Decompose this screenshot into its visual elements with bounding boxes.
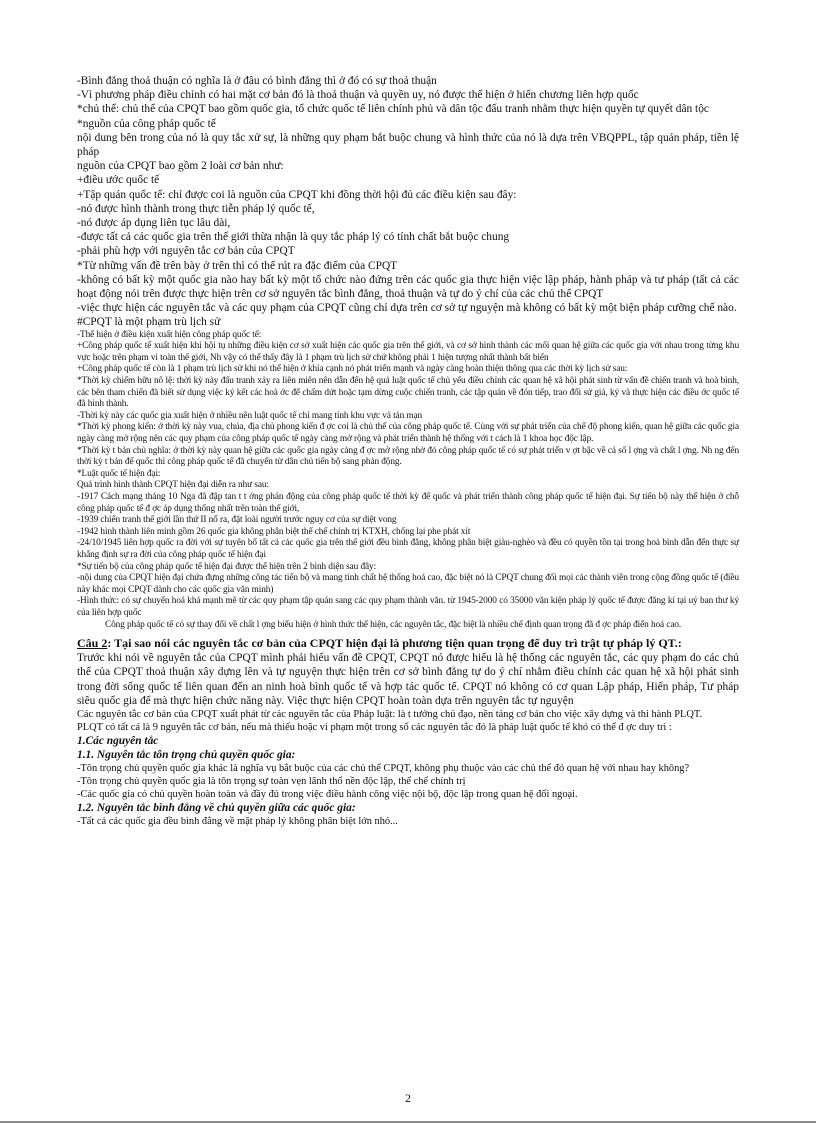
paragraph: -Thể hiện ở điều kiện xuất hiện công pháp quốc tế: xyxy=(77,329,262,340)
paragraph: -Tất cả các quốc gia đều bình đẳng về mặt pháp lý không phân biệt lớn nhỏ... xyxy=(77,815,398,827)
paragraph: -phải phù hợp với nguyên tắc cơ bản của CPQT xyxy=(77,245,295,258)
paragraph: -nó được áp dụng liên tục lâu dài, xyxy=(77,217,231,230)
paragraph: Công pháp quốc tế có sự thay đổi về chất l ợng biểu hiện ở hình thức thể hiện, các nguyên tắc, đặc biệt là nhiều chế định quan trọng đã đ ợc pháp điển hoá cao. xyxy=(105,619,682,630)
paragraph: +điều ước quốc tế xyxy=(77,174,160,187)
section-principles-intro xyxy=(77,651,739,734)
paragraph: -không có bất kỳ một quốc gia nào hay bất kỳ một tổ chức nào đứng trên các quốc gia thực hiện việc lập pháp, hành pháp và tư pháp (tất cả các hoạt động nói trên được thực hiện trên cơ sở nguyên tắc bình đẳng, thoả thuận và tự do ý chí của các chủ thể CPQT xyxy=(77,273,739,301)
paragraph: -Bình đẳng thoả thuận có nghĩa là ở đâu có bình đẳng thì ở đó có sự thoả thuận xyxy=(77,75,437,87)
paragraph: -1942 hình thành liên minh gồm 26 quốc gia không phân biệt thể chế chính trị KTXH, chống lại phe phát xít xyxy=(77,526,471,537)
paragraph: PLQT có tất cả là 9 nguyên tắc cơ bản, nếu mà thiếu hoặc vi phạm một trong số các nguyên tắc đó là pháp luật quốc tế khó có thể đ ợc duy trì : xyxy=(77,721,672,733)
section-history xyxy=(77,330,739,631)
paragraph: -nội dung của CPQT hiện đại chứa đựng những công tác tiến bộ và mang tính chất hệ thống hoá cao, đặc biệt nó là CPQT chung đối mọi các thành viên trong cộng đồng quốc tế (điều này khác mọi CPQT dành cho các quốc gia văn minh) xyxy=(77,573,739,595)
paragraph: *Thời kỳ t bản chủ nghĩa: ở thời kỳ này quan hệ giữa các quốc gia ngày càng đ ợc mở rộng nhờ đó công pháp quốc tế có sự phát triển v ợt bậc về cả số l ợng và chất l ợng. Nh ng đến thời kỳ t bản đế quốc thì công pháp quốc tế đã chuyển từ dân chủ tiến bộ sang phản động. xyxy=(77,445,739,468)
paragraph: +Công pháp quốc tế xuất hiện khi hội tụ những điều kiện cơ sở xuất hiện các quốc gia trên thế giới, và cơ sở hình thành các mối quan hệ giữa các quốc gia với nhau trong từng khu vực hoặc trên phạm vi toàn thế giới, Nh vậy có thể thấy đây là 1 phạm trù lịch sử chứ không phải 1 hiện tượng nhất thành bất biến xyxy=(77,341,739,363)
paragraph: -Các quốc gia có chủ quyền hoàn toàn và đầy đủ trong việc điều hành công việc nội bộ, độc lập trong quan hệ đối ngoại. xyxy=(77,788,578,800)
section-sovereignty xyxy=(77,762,739,801)
paragraph: -được tất cả các quốc gia trên thế giới thừa nhận là quy tắc pháp lý có tính chất bắt buộc chung xyxy=(77,231,510,244)
paragraph: *Thời kỳ phong kiến: ở thời kỳ này vua, chúa, địa chủ phong kiến đ ợc coi là chủ thể của công pháp quốc tế. Cùng với sự phát triển của chế độ phong kiến, quan hệ giữa các quốc gia ngày càng mở rộng nên các quy phạm của công pháp quốc tế ngày càng mở rộng và phát triển thành hệ thống với t cách là 1 khoa học độc lập. xyxy=(77,422,739,444)
paragraph: Các nguyên tắc cơ bản của CPQT xuất phát từ các nguyên tắc của Pháp luật: là t tưởng chủ đạo, nền tảng cơ bản cho việc xây dựng và thi hành PLQT. xyxy=(77,708,703,720)
paragraph: -24/10/1945 liên hợp quốc ra đời với sự tuyên bố tất cả các quốc gia trên thế giới đều bình đẳng, không phân biệt giàu-nghèo và đều có quyền tồn tại trong hoà bình dẫn đến thực sự khẳng định sự ra đời của công pháp quốc tế hiện đại xyxy=(77,538,739,560)
paragraph: *Từ những vấn đề trên bày ở trên thì có thể rút ra đặc điểm của CPQT xyxy=(77,259,398,272)
paragraph: *nguồn của công pháp quốc tế xyxy=(77,117,216,130)
paragraph: -Hình thức: có sự chuyển hoá khá mạnh mẽ từ các quy phạm tập quán sang các quy phạm thành văn. từ 1945-2000 có 35000 văn kiện pháp lý quốc tế được đăng kí tại uỷ ban thư ký của liên hợp quốc xyxy=(77,596,739,618)
question-heading xyxy=(77,636,739,651)
paragraph: -Thời kỳ này các quốc gia xuất hiện ở nhiều nên luật quốc tế chỉ mang tính khu vực và tản mạn xyxy=(77,410,423,421)
paragraph: *Luật quốc tế hiện đại: xyxy=(77,468,161,479)
question-text: : Tại sao nói các nguyên tắc cơ bản của CPQT hiện đại là phương tiện quan trọng để duy trì trật tự pháp lý QT.: xyxy=(107,636,682,651)
paragraph: *Sự tiến bộ của công pháp quốc tế hiện đại được thể hiện trên 2 bình diện sau đây: xyxy=(77,561,377,572)
paragraph: -việc thực hiện các nguyên tắc và các quy phạm của CPQT cũng chỉ dựa trên cơ sở tự nguyện mà không có bất kỳ một biện pháp cưỡng chế nào. xyxy=(77,302,737,315)
section-equality xyxy=(77,815,739,828)
paragraph: -1939 chiến tranh thế giới lần thứ II nổ ra, đặt loài người trước nguy cơ của sự diệt vong xyxy=(77,515,397,526)
paragraph: nguồn của CPQT bao gồm 2 loài cơ bản như: xyxy=(77,160,284,173)
paragraph: +Công pháp quốc tế còn là 1 phạm trù lịch sử khi nó thể hiện ở khía cạnh nó phát triển mạnh và ngày càng hoàn thiện thông qua các thời kỳ lịch sử sau: xyxy=(77,364,628,375)
paragraph: -1917 Cách mạng tháng 10 Nga đã đập tan t t ởng phản động của công pháp quốc tế thời kỳ đế quốc và phát triển thành công pháp quốc tế hiện đại. Sự tiến bộ này thể hiện ở chỗ công pháp quốc tế đ ợc áp dụng thống nhất trên toàn thế giới, xyxy=(77,491,739,514)
paragraph: -Tôn trọng chủ quyền quốc gia là tôn trọng sự toàn vẹn lãnh thổ nền độc lập, thể chế chính trị xyxy=(77,775,466,787)
paragraph: -Tôn trọng chủ quyền quốc gia khác là nghĩa vụ bắt buộc của các chủ thể CPQT, không phụ thuộc vào các chủ thể đó quan hệ với nhau hay không? xyxy=(77,762,690,774)
paragraph: nội dung bên trong của nó là quy tắc xử sự, là những quy phạm bắt buộc chung và hình thức của nó là dựa trên VBQPPL, tập quán pháp, tiền lệ pháp xyxy=(77,131,739,159)
page-number: 2 xyxy=(405,1091,411,1105)
subsection-heading: 1.2. Nguyên tắc bình đẳng về chủ quyền giữa các quốc gia: xyxy=(77,801,356,814)
subsection-heading: 1.1. Nguyên tắc tôn trọng chủ quyền quốc gia: xyxy=(77,748,296,761)
section-sources-features xyxy=(77,74,739,330)
paragraph: +Tập quán quốc tế: chỉ được coi là nguồn của CPQT khi đồng thời hội đủ các điều kiện sau đây: xyxy=(77,188,517,201)
question-label: Câu 2 xyxy=(77,636,108,651)
paragraph: -nó được hình thành trong thực tiễn pháp lý quốc tế, xyxy=(77,202,315,215)
paragraph: *Thời kỳ chiếm hữu nô lệ: thời kỳ này đấu tranh xảy ra liên miên nên dẫn đến hệ quả luật quốc tế chủ yếu điều chỉnh các quan hệ xã hội phát sinh từ vấn đề chiến tranh và hoà bình, các bên tham chiến đã biết sử dụng việc ký kết các hoà ớc để chấm dứt hoặc tạm dừng cuộc chiến tranh, các tập quán về đón tiếp, trao đổi sứ giả, ký và thực hiện các điều ớc quốc tế đã hình thành. xyxy=(77,376,739,410)
paragraph: *chủ thể: chủ thể của CPQT bao gồm quốc gia, tổ chức quốc tế liên chính phủ và dân tộc đấu tranh nhằm thực hiện quyền tự quyết dân tộc xyxy=(77,103,709,116)
section-heading: 1.Các nguyên tắc xyxy=(77,734,159,747)
paragraph: #CPQT là một phạm trù lịch sử xyxy=(77,316,221,329)
document-page xyxy=(77,74,739,828)
paragraph: Quá trình hình thành CPQT hiện đại diễn ra như sau: xyxy=(77,480,269,491)
paragraph: -Vì phương pháp điều chỉnh có hai mặt cơ bản đó là thoả thuận và quyền uy, nó được thể hiện ở hiến chương liên hợp quốc xyxy=(77,89,639,102)
paragraph: Trước khi nói về nguyên tắc của CPQT mình phải hiểu vấn đề CPQT, CPQT nó được hiểu là hệ thống các nguyên tắc, các quy phạm do các chủ thể của CPQT thoả thuận xây dựng lên và tự nguyện thực hiện trên cơ sở bình đẳng tự do ý chí nhằm điều chỉnh các quan hệ xã hội phát sinh trong đời sống quốc tế liên quan đến an ninh hoà bình quốc tế và hợp tác quốc tế. CPQT nó không có cơ quan Lập pháp, Hiến pháp, Tư pháp siêu quốc gia để mà thực hiện chức năng này. Việc thực hiện CPQT hoàn toàn dựa trên nguyên tắc tự nguyện xyxy=(77,652,739,707)
